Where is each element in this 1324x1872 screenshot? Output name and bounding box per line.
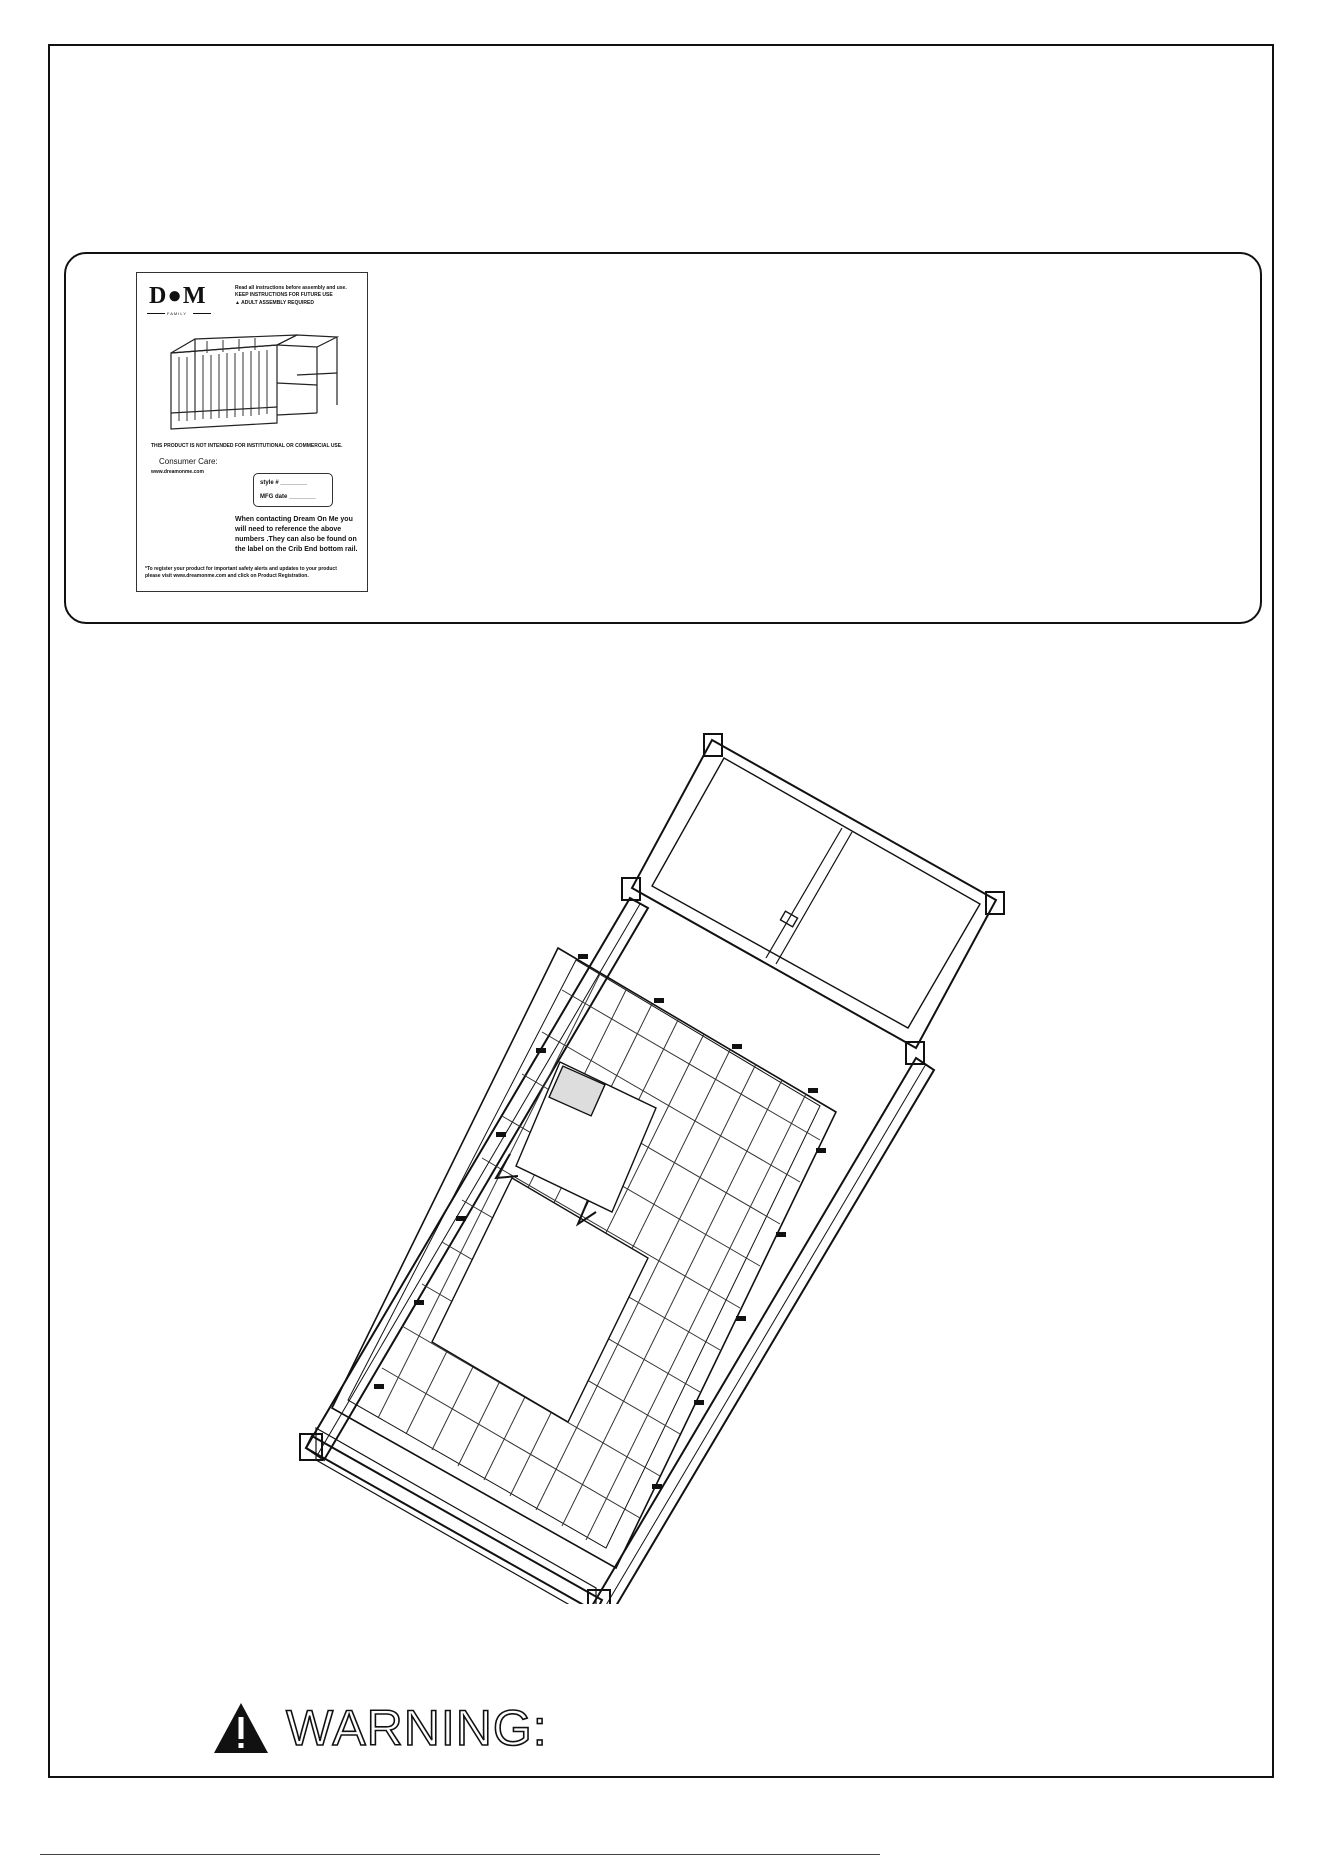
warning-triangle-icon xyxy=(212,1701,270,1755)
contact-line-4: the label on the Crib End bottom rail. xyxy=(235,546,358,553)
style-mfg-label-box xyxy=(253,473,333,507)
footer-rule xyxy=(40,1854,880,1855)
not-intended-notice: THIS PRODUCT IS NOT INTENDED FOR INSTITUTIONAL OR COMMERCIAL USE. xyxy=(151,443,343,449)
style-number-label: style # ________ xyxy=(260,480,308,486)
logo-rule-left xyxy=(147,313,165,314)
register-line-2: please visit www.dreamonme.com and click on Product Registration. xyxy=(145,573,309,579)
brand-logo: D●M xyxy=(149,283,207,309)
instruction-booklet xyxy=(136,272,368,592)
crib-changer-illustration xyxy=(167,333,339,433)
warning-heading xyxy=(212,1700,548,1756)
mfg-date-label: MFG date ________ xyxy=(260,494,316,500)
contact-line-1: When contacting Dream On Me you xyxy=(235,516,353,523)
consumer-care-label: Consumer Care: xyxy=(159,457,218,466)
assembly-illustration xyxy=(296,728,1016,1604)
logo-rule-right xyxy=(193,313,211,314)
note-adult-assembly xyxy=(235,300,314,306)
contact-line-3: numbers .They can also be found on xyxy=(235,536,357,543)
contact-line-2: will need to reference the above xyxy=(235,526,342,533)
warning-label: WARNING: xyxy=(286,1700,548,1756)
small-warning-icon: ▲ xyxy=(235,300,242,306)
note-keep-instructions: KEEP INSTRUCTIONS FOR FUTURE USE xyxy=(235,292,333,298)
brand-logo-sub: FAMILY xyxy=(167,311,187,316)
note-adult-assembly-text: ADULT ASSEMBLY REQUIRED xyxy=(241,300,314,306)
note-read-instructions: Read all instructions before assembly and use. xyxy=(235,285,347,291)
register-line-1: *To register your product for important safety alerts and updates to your product xyxy=(145,566,337,572)
consumer-care-website: www.dreamonme.com xyxy=(151,469,204,475)
